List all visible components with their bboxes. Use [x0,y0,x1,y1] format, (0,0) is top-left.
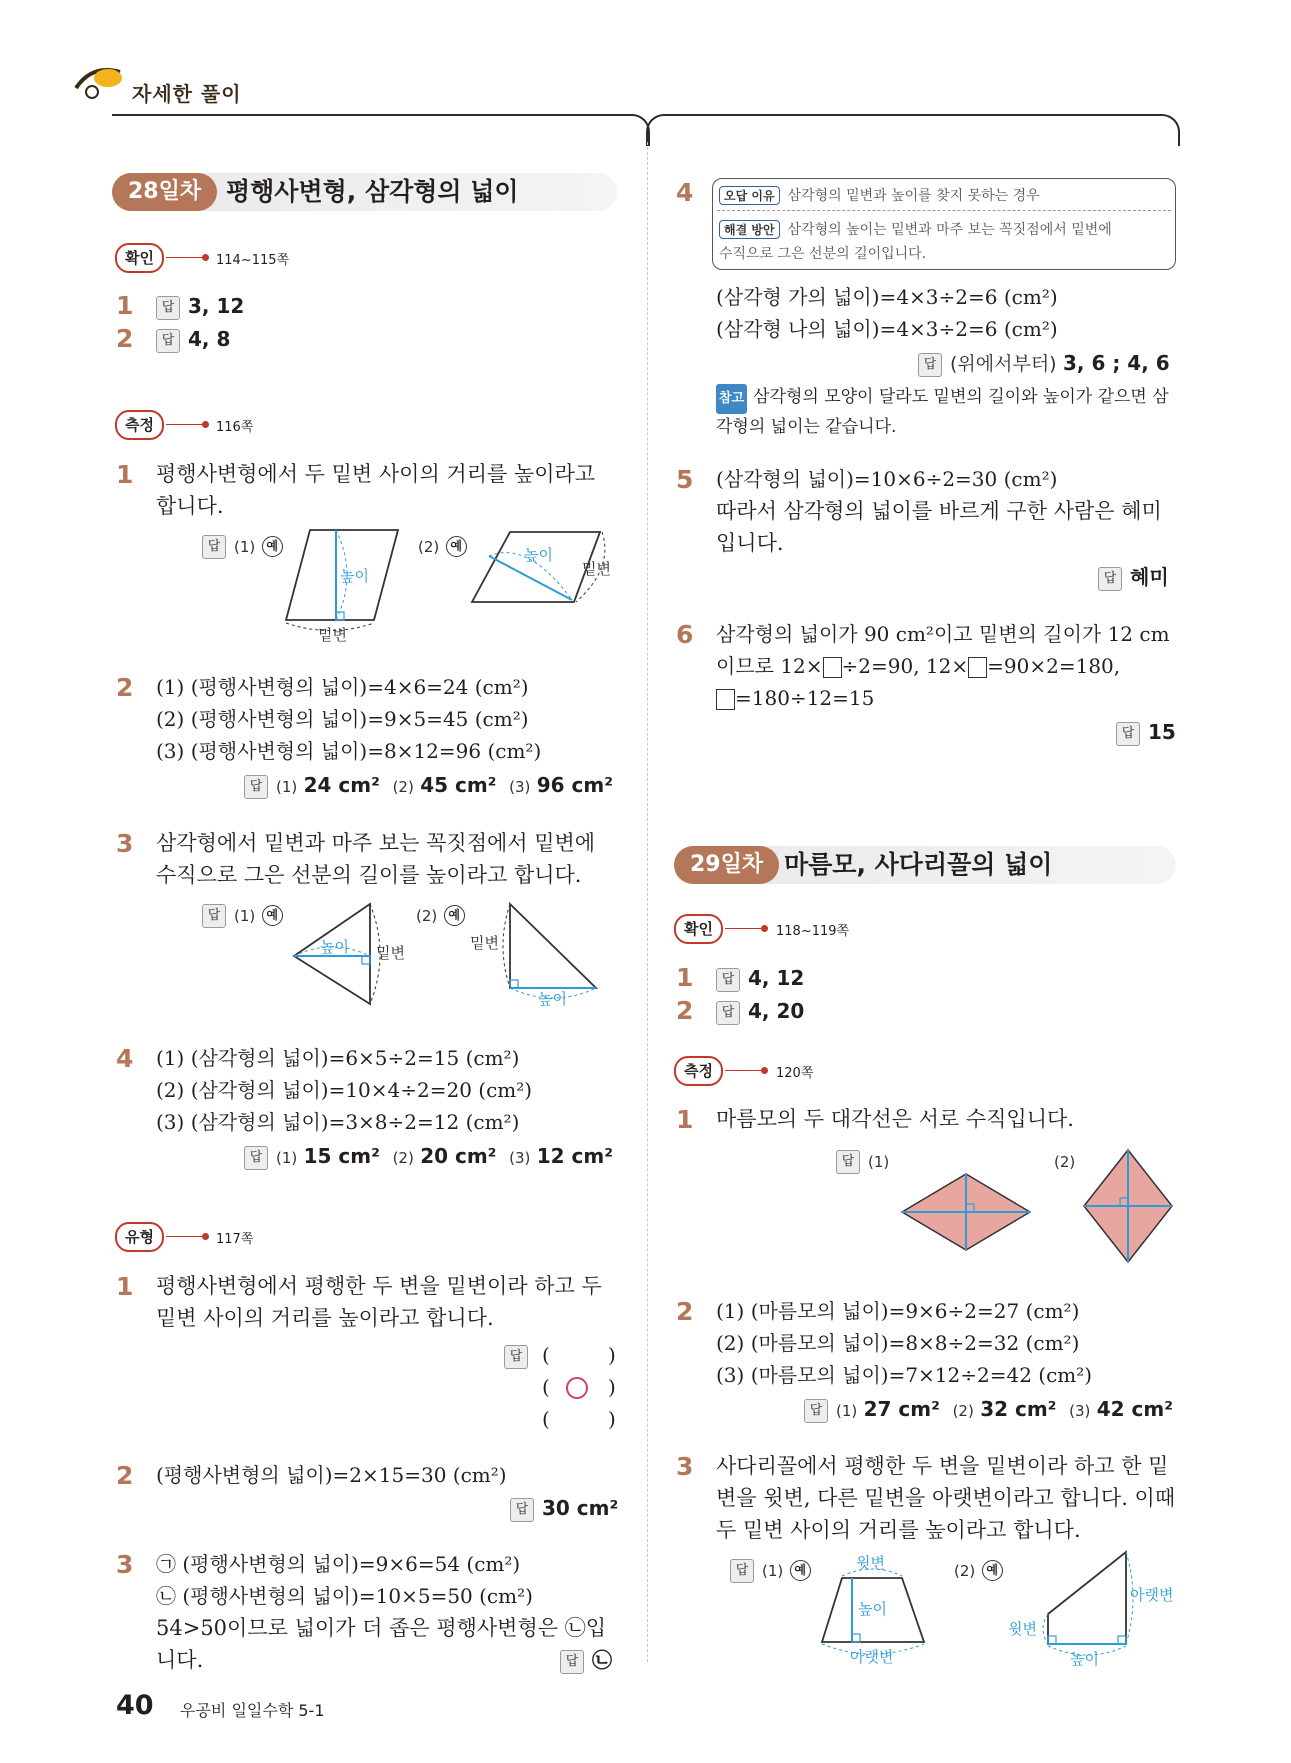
paren-open: ( [542,1407,550,1431]
paren-close: ) [608,1407,616,1431]
note-text: 각형의 넓이는 같습니다. [716,417,897,437]
section-title: 평행사변형, 삼각형의 넓이 [226,177,519,206]
answer-label: (3) [509,778,531,796]
answer-value: 4, 12 [748,966,805,990]
label-height: 높이 [524,546,553,564]
item-number: 2 [116,324,134,353]
item-number: 3 [676,1452,694,1481]
text-line [716,683,874,713]
item-number: 2 [676,996,694,1025]
answer-label: (1) [276,778,298,796]
answer-badge: 답 [156,329,180,353]
tag-line [166,424,206,425]
item-number: 1 [676,963,694,992]
answer-value: 3, 6 ; 4, 6 [1062,351,1170,375]
answer-row [202,530,283,562]
tag-measure: 측정 [115,410,164,440]
tag-measure: 측정 [674,1056,723,1086]
header-logo [82,62,252,112]
text-line: (2) (삼각형의 넓이)=10×4÷2=20 (cm²) [156,1078,533,1102]
circle-mark [566,1377,588,1399]
label-height: 높이 [1070,1650,1099,1668]
text-line: (삼각형 가의 넓이)=4×3÷2=6 (cm²) [716,285,1058,309]
column-divider [647,142,648,1662]
answer-label: (3) [1069,1402,1091,1420]
text-line: (3) (마름모의 넓이)=7×12÷2=42 (cm²) [716,1363,1093,1387]
tag-dot [761,925,768,932]
text-line: 마름모의 두 대각선은 서로 수직입니다. [716,1107,1074,1131]
text-line: 삼각형의 넓이가 90 cm²이고 밑변의 길이가 12 cm [716,622,1170,646]
info-label: 오답 이유 [719,186,780,205]
answer-row [156,291,244,321]
blank-box [968,657,987,678]
item-number: 4 [116,1044,134,1073]
text-part: =180÷12=15 [735,686,875,710]
label-height: 높이 [340,567,369,585]
info-text: 삼각형의 밑변과 높이를 찾지 못하는 경우 [787,188,1040,204]
tag-pages: 114~115쪽 [216,253,290,268]
text-line: (1) (마름모의 넓이)=9×6÷2=27 (cm²) [716,1299,1080,1323]
answer-badge: 답 [1098,567,1122,591]
tag-confirm: 확인 [674,914,723,944]
blank-box [716,689,735,710]
answer-label: (2) [952,1402,974,1420]
item-number: 1 [676,1105,694,1134]
tag-line [166,1236,206,1237]
item-number: 5 [676,465,694,494]
answer-badge: 답 [156,296,180,320]
answer-badge: 답 [202,904,226,928]
example-badge: 예 [982,1560,1003,1581]
answer-badge: 답 [836,1150,860,1174]
text-line: (평행사변형의 넓이)=2×15=30 (cm²) [156,1463,507,1487]
text-part: 이므로 12× [716,654,823,678]
example-badge: 예 [446,536,467,557]
tag-pages: 117쪽 [216,1232,254,1247]
item-number: 3 [116,829,134,858]
answer-value: 4, 8 [188,327,231,351]
note-line [716,382,1169,414]
text-line: 밑변 사이의 거리를 높이라고 합니다. [156,1306,494,1330]
example-badge: 예 [262,536,283,557]
answer-label: (1) [276,1149,298,1167]
tag-pages: 118~119쪽 [776,924,850,939]
answer-value: 42 cm² [1096,1397,1174,1421]
text-line: 평행사변형에서 평행한 두 변을 밑변이라 하고 두 [156,1274,602,1298]
answer-row [418,530,467,562]
answer-value: 12 cm² [536,1144,614,1168]
text-line: 평행사변형에서 두 밑변 사이의 거리를 높이라고 [156,462,596,486]
text-line: 입니다. [716,531,784,555]
example-badge: 예 [262,905,283,926]
text-line: 따라서 삼각형의 넓이를 바르게 구한 사람은 혜미 [716,499,1162,523]
answer-label: (3) [509,1149,531,1167]
answer-label: (1) [234,538,256,556]
label-height: 높이 [858,1600,887,1618]
text-line: (삼각형의 넓이)=10×6÷2=30 (cm²) [716,467,1058,491]
frame-left [112,114,650,146]
label-top: 윗변 [856,1554,885,1572]
answer-row [202,899,283,931]
answer-row [730,1554,811,1586]
answer-label: (2) [1054,1153,1076,1171]
label-top: 윗변 [1008,1620,1037,1638]
tag-type: 유형 [115,1222,164,1252]
item-number: 2 [676,1297,694,1326]
book-title: 우공비 일일수학 5-1 [180,1701,325,1720]
text-line: 니다. [156,1648,204,1672]
text-line: (삼각형 나의 넓이)=4×3÷2=6 (cm²) [716,317,1058,341]
text-line: 사다리꼴에서 평행한 두 변을 밑변이라 하고 한 밑 [716,1454,1169,1478]
section-header-29 [674,846,1176,884]
tag-dot [202,421,209,428]
item-number: 1 [116,291,134,320]
text-line: (2) (마름모의 넓이)=8×8÷2=32 (cm²) [716,1331,1080,1355]
answer-badge: 답 [244,775,268,799]
triangle-figure-1 [290,900,420,1008]
text-line [716,651,1120,681]
answer-value: 4, 20 [748,999,805,1023]
text-line: (3) (삼각형의 넓이)=3×8÷2=12 (cm²) [156,1110,520,1134]
answer-label: (2) [392,1149,414,1167]
info-text: 삼각형의 높이는 밑변과 마주 보는 꼭짓점에서 밑변에 [787,222,1112,238]
lamp-icon [72,58,132,108]
answer-value: ㉡ [592,1648,612,1672]
answer-value: 30 cm² [542,1496,619,1520]
item-number: 2 [116,673,134,702]
answer-badge: 답 [716,968,740,992]
answer-badge: 답 [504,1345,528,1369]
answer-row [416,899,465,931]
answer-label: (2) [954,1562,976,1580]
item-number: 6 [676,620,694,649]
answer-badge: 답 [804,1399,828,1423]
tag-dot [202,254,209,261]
text-line: (1) (삼각형의 넓이)=6×5÷2=15 (cm²) [156,1046,520,1070]
label-base: 밑변 [582,560,611,578]
label-base: 밑변 [470,934,499,952]
answer-label: (1) [836,1402,858,1420]
text-line: 변을 윗변, 다른 밑변을 아랫변이라고 합니다. 이때 [716,1486,1176,1510]
label-base: 밑변 [376,944,405,962]
answer-value: 27 cm² [863,1397,940,1421]
page-number: 40 [116,1690,154,1721]
item-number: 3 [116,1550,134,1579]
answer-value: 3, 12 [188,294,245,318]
tag-line [166,257,206,258]
answer-row [504,1340,536,1370]
answer-badge: 답 [1116,722,1140,746]
answer-value: 15 cm² [303,1144,380,1168]
answer-row [244,770,613,802]
logo-text: 자세한 풀이 [132,82,242,106]
answer-row [244,1141,613,1173]
answer-value: 15 [1148,720,1176,744]
answer-value: 45 cm² [420,773,497,797]
answer-label: (1) [234,907,256,925]
answer-label: (2) [416,907,438,925]
section-badge: 28일차 [112,173,217,211]
answer-row [836,1145,889,1177]
parallelogram-figure-2 [468,518,628,608]
info-row [719,185,1040,205]
answer-row [1116,717,1176,747]
trapezoid-figure-2 [1008,1548,1178,1670]
info-row [719,219,1112,239]
tag-confirm: 확인 [115,243,164,273]
info-separator [717,210,1171,211]
label-bottom: 아랫변 [1130,1586,1174,1604]
label-bottom: 아랫변 [850,1648,894,1666]
text-line: 두 밑변 사이의 거리를 높이라고 합니다. [716,1518,1081,1542]
example-badge: 예 [790,1560,811,1581]
tag-dot [202,1233,209,1240]
text-line: ㉡ (평행사변형의 넓이)=10×5=50 (cm²) [156,1584,533,1608]
rhombus-figure-1 [898,1170,1038,1254]
tag-dot [761,1067,768,1074]
section-badge: 29일차 [674,846,779,884]
label-base: 밑변 [318,626,347,644]
triangle-figure-2 [470,900,610,1012]
answer-row [560,1645,612,1675]
rhombus-figure-2 [1080,1146,1180,1270]
item-number: 1 [116,1272,134,1301]
text-line: 수직으로 그은 선분의 길이를 높이라고 합니다. [156,863,582,887]
text-line: (2) (평행사변형의 넓이)=9×5=45 (cm²) [156,707,529,731]
tag-pages: 120쪽 [776,1066,814,1081]
answer-row [1054,1145,1075,1177]
answer-badge: 답 [510,1498,534,1522]
label-height: 높이 [538,990,567,1008]
answer-row [510,1493,618,1523]
answer-label: (2) [418,538,440,556]
text-part: ÷2=90, 12× [841,654,969,678]
paren-open: ( [542,1343,550,1367]
answer-badge: 답 [560,1650,584,1674]
answer-row [918,348,1170,379]
answer-value: 20 cm² [420,1144,497,1168]
text-line: 54>50이므로 넓이가 더 좁은 평행사변형은 ㉡입 [156,1616,606,1640]
tag-line [725,1070,765,1071]
section-header-28 [112,173,617,211]
text-line: (1) (평행사변형의 넓이)=4×6=24 (cm²) [156,675,529,699]
trapezoid-figure-1 [812,1552,946,1668]
answer-row [156,324,230,354]
answer-badge: 답 [716,1001,740,1025]
text-part: =90×2=180, [987,654,1121,678]
answer-label: (1) [762,1562,784,1580]
answer-value: 혜미 [1130,565,1169,589]
note-badge: 참고 [716,384,747,414]
info-label: 해결 방안 [719,220,780,239]
parallelogram-figure-1 [280,520,410,645]
answer-label: (위에서부터) [950,353,1057,375]
answer-badge: 답 [202,535,226,559]
section-title: 마름모, 사다리꼴의 넓이 [784,850,1053,879]
text-line: (3) (평행사변형의 넓이)=8×12=96 (cm²) [156,739,542,763]
item-number: 2 [116,1461,134,1490]
item-number: 4 [676,178,694,207]
example-badge: 예 [444,905,465,926]
tag-pages: 116쪽 [216,420,254,435]
answer-badge: 답 [244,1146,268,1170]
tag-line [725,928,765,929]
answer-row [716,963,804,993]
answer-value: 96 cm² [536,773,614,797]
info-text: 수직으로 그은 선분의 길이입니다. [719,246,927,262]
frame-right [646,114,1180,146]
answer-label: (1) [868,1153,890,1171]
item-number: 1 [116,460,134,489]
paren-open: ( [542,1375,550,1399]
answer-row [716,996,804,1026]
text-line: 합니다. [156,494,224,518]
answer-row [1098,562,1169,592]
blank-box [823,657,842,678]
answer-row [954,1554,1003,1586]
paren-close: ) [608,1343,616,1367]
answer-label: (2) [392,778,414,796]
note-text: 삼각형의 모양이 달라도 밑변의 길이와 높이가 같으면 삼 [753,387,1169,407]
answer-badge: 답 [918,353,942,377]
label-height: 높이 [320,938,349,956]
answer-badge: 답 [730,1559,754,1583]
answer-row [804,1394,1173,1426]
answer-value: 32 cm² [980,1397,1057,1421]
paren-close: ) [608,1375,616,1399]
text-line: 삼각형에서 밑변과 마주 보는 꼭짓점에서 밑변에 [156,831,596,855]
answer-value: 24 cm² [303,773,380,797]
text-line: ㉠ (평행사변형의 넓이)=9×6=54 (cm²) [156,1552,521,1576]
mistake-info-box [712,178,1176,270]
